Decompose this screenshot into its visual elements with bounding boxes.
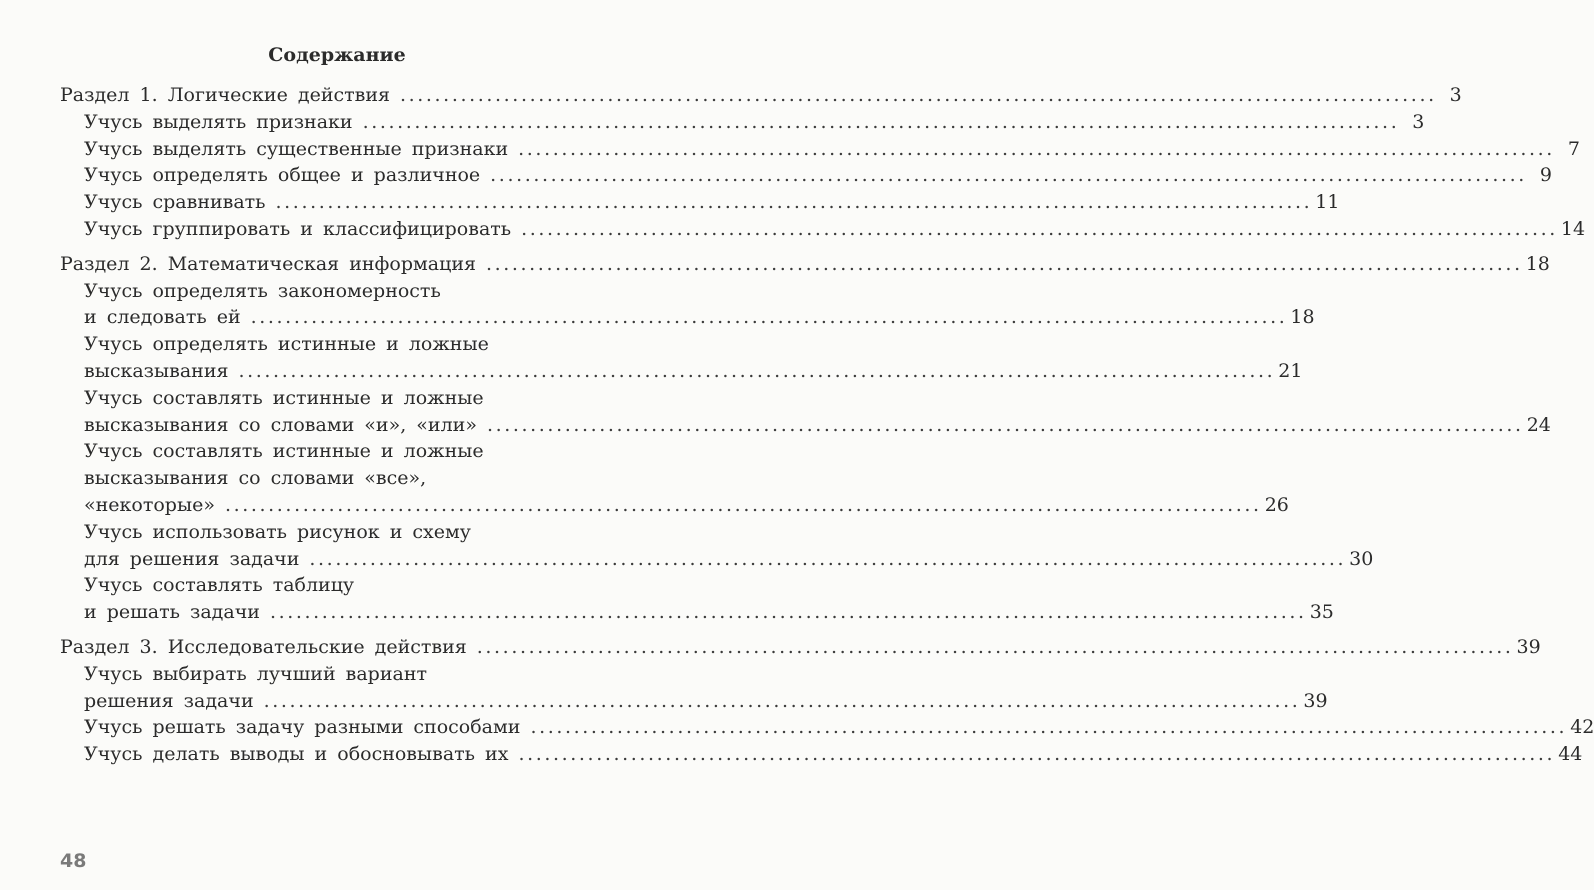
toc-item-text: Учусь делать выводы и обосновывать их (84, 743, 509, 766)
toc-item (84, 714, 1594, 740)
section-title-page: 3 (1449, 84, 1462, 106)
page-title: Содержание (268, 44, 406, 66)
toc-item-text: Учусь группировать и классифицировать (84, 218, 512, 240)
toc-item-page: 9 (1539, 164, 1552, 187)
toc-item-text: решения задачи (84, 689, 254, 712)
toc-item-line: Учусь составлять таблицу (84, 574, 355, 597)
toc-item-line: Учусь составлять истинные и ложные (84, 440, 484, 463)
toc-item-page: 18 (1290, 306, 1315, 329)
toc-item (84, 412, 1551, 438)
toc-item-page: 3 (1412, 110, 1425, 133)
toc-item-line: Учусь использовать рисунок и схему (84, 520, 471, 543)
toc-item (84, 741, 1583, 767)
toc-item (84, 216, 1586, 242)
leader-dots: ........................................................................................................................ (275, 191, 1313, 214)
toc-item (84, 492, 1289, 518)
toc-item (84, 688, 1328, 714)
toc-item (84, 189, 1340, 215)
toc-item (84, 546, 1374, 572)
toc-item-text: для решения задачи (84, 547, 300, 570)
leader-dots: ........................................................................................................................ (490, 164, 1527, 187)
leader-dots: ........................................................................................................................ (518, 743, 1556, 766)
toc-item-text: высказывания со словами «и», «или» (84, 413, 477, 436)
toc-item (84, 109, 1425, 135)
toc-item (84, 304, 1315, 330)
leader-dots: ........................................................................................................................ (263, 689, 1301, 712)
toc-item-text: Учусь выделять признаки (84, 110, 353, 133)
toc-item-text: «некоторые» (84, 494, 215, 516)
leader-dots: ........................................................................................................................ (476, 636, 1514, 658)
toc-item-line: Учусь составлять истинные и ложные (84, 386, 484, 409)
toc-item (84, 136, 1580, 162)
page-number: 48 (60, 850, 87, 872)
section-title (60, 634, 1541, 660)
leader-dots: ........................................................................................................................ (518, 137, 1555, 160)
toc-item-text: и решать задачи (84, 601, 260, 624)
toc-item-text: Учусь определять общее и различное (84, 164, 481, 187)
section-title (60, 251, 1550, 277)
toc-item-page: 7 (1567, 137, 1580, 160)
toc-item-page: 14 (1560, 218, 1586, 240)
leader-dots: ........................................................................................................................ (224, 494, 1262, 516)
toc-item-line: Учусь определять закономерность (84, 279, 441, 302)
toc-item-page: 44 (1558, 743, 1583, 766)
leader-dots: ........................................................................................................................ (486, 413, 1524, 436)
leader-dots: ........................................................................................................................ (362, 110, 1400, 133)
toc-item (84, 358, 1303, 384)
toc-item-line: Учусь определять истинные и ложные (84, 333, 489, 356)
section-title-text: Раздел 2. Математическая информация (60, 252, 476, 275)
toc-item-text: высказывания (84, 360, 229, 382)
toc-item (84, 599, 1334, 625)
section-title-text: Раздел 3. Исследовательские действия (60, 636, 467, 658)
toc-item-page: 42 (1570, 716, 1594, 739)
toc-item-page: 11 (1315, 191, 1340, 214)
leader-dots: ........................................................................................................................ (399, 84, 1437, 106)
toc-item-line: высказывания со словами «все», (84, 467, 427, 490)
toc-item-page: 24 (1526, 413, 1551, 436)
toc-item-text: и следовать ей (84, 306, 241, 329)
leader-dots: ........................................................................................................................ (238, 360, 1276, 382)
leader-dots: ........................................................................................................................ (250, 306, 1288, 329)
leader-dots: ........................................................................................................................ (485, 252, 1523, 275)
section-title-page: 18 (1525, 252, 1550, 275)
toc-item-page: 30 (1349, 547, 1374, 570)
toc-item-text: Учусь выделять существенные признаки (84, 137, 509, 160)
toc-item-page: 26 (1264, 494, 1289, 516)
toc-item (84, 162, 1552, 188)
leader-dots: ........................................................................................................................ (530, 716, 1568, 739)
toc-item-line: Учусь выбирать лучший вариант (84, 662, 427, 685)
toc-item-page: 21 (1278, 360, 1303, 382)
leader-dots: ........................................................................................................................ (269, 601, 1307, 624)
toc-item-text: Учусь сравнивать (84, 191, 266, 214)
leader-dots: ........................................................................................................................ (309, 547, 1347, 570)
section-title-text: Раздел 1. Логические действия (60, 84, 390, 106)
toc-item-page: 39 (1303, 689, 1328, 712)
section-title (60, 82, 1462, 108)
section-title-page: 39 (1516, 636, 1541, 658)
toc-item-page: 35 (1309, 601, 1334, 624)
toc-item-text: Учусь решать задачу разными способами (84, 716, 521, 739)
leader-dots: ........................................................................................................................ (521, 218, 1558, 240)
